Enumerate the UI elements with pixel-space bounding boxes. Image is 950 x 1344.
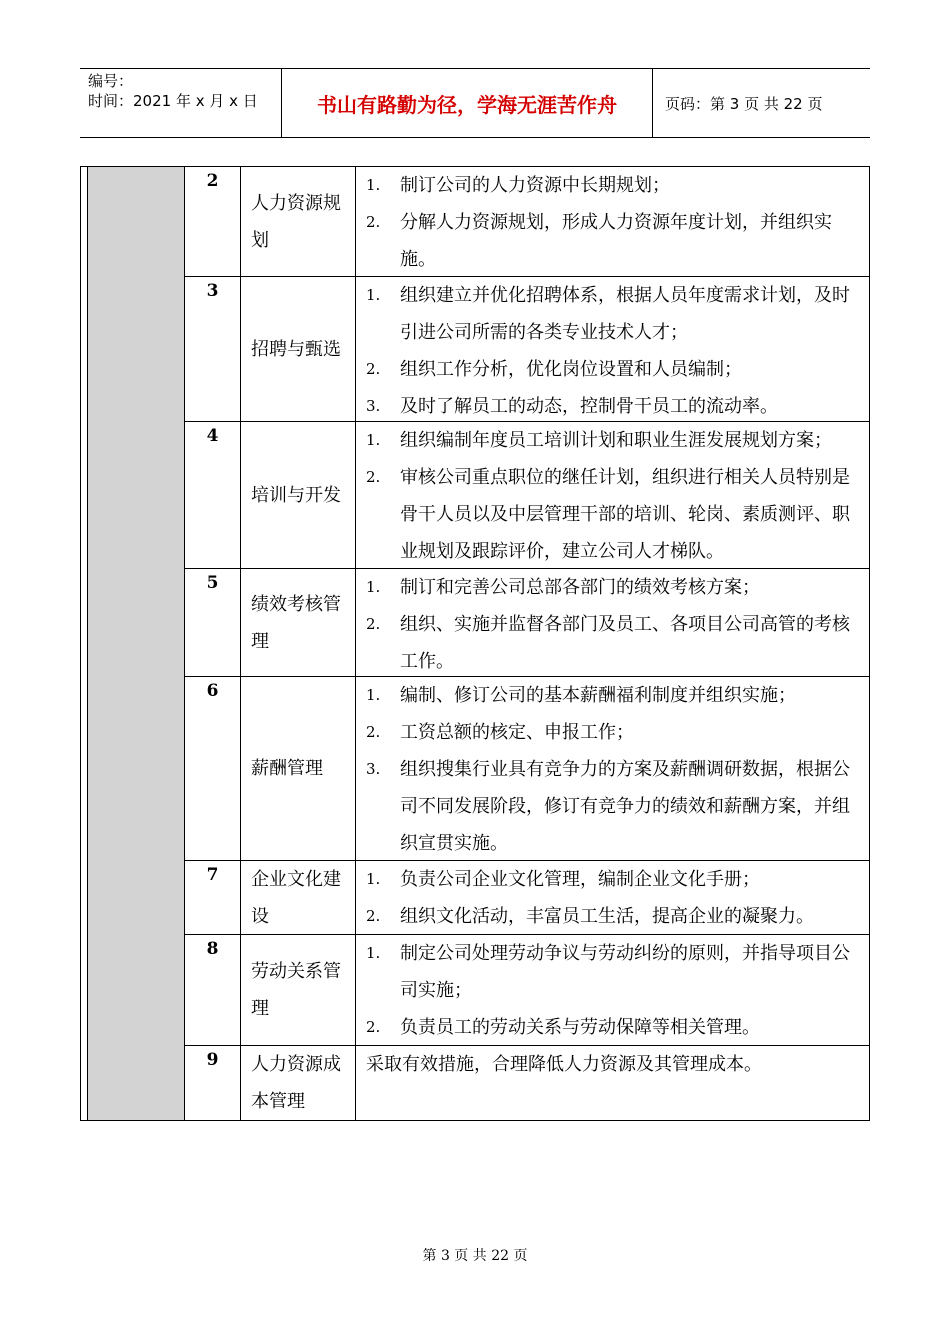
list-item — [366, 1009, 864, 1046]
list-item — [366, 459, 864, 570]
page-footer: 第 3 页 共 22 页 — [422, 1248, 528, 1264]
list-item-number: 1. — [366, 686, 381, 704]
list-item-number: 2. — [366, 213, 381, 231]
row-description — [356, 277, 870, 421]
list-item — [366, 677, 864, 714]
table-row — [185, 1046, 870, 1120]
list-item-number: 2. — [366, 615, 381, 633]
list-item-text: 制定公司处理劳动争议与劳动纠纷的原则，并指导项目公司实施； — [400, 943, 850, 1001]
row-category — [241, 1046, 356, 1120]
row-number: 7 — [185, 861, 241, 934]
row-category — [241, 422, 356, 568]
list-item — [366, 861, 864, 898]
list-item-number: 3. — [366, 397, 381, 415]
row-category — [241, 861, 356, 934]
row-category — [241, 277, 356, 421]
row-number: 9 — [185, 1046, 241, 1120]
row-category-label: 招聘与甄选 — [251, 338, 341, 360]
row-description — [356, 569, 870, 676]
table-left-band — [87, 167, 185, 1120]
row-category — [241, 167, 356, 276]
header-page-info: 页码：第 3 页 共 22 页 — [665, 94, 823, 113]
table-row — [185, 861, 870, 935]
row-number: 8 — [185, 935, 241, 1045]
table-row — [185, 677, 870, 861]
date-label: 时间：2021 年 x 月 x 日 — [88, 92, 258, 110]
list-item-text: 负责员工的劳动关系与劳动保障等相关管理。 — [400, 1017, 760, 1038]
row-number: 3 — [185, 277, 241, 421]
row-category-label: 人力资源成本管理 — [251, 1054, 341, 1112]
list-item-number: 1. — [366, 286, 381, 304]
list-item-text: 及时了解员工的动态，控制骨干员工的流动率。 — [400, 396, 778, 417]
row-category-label: 培训与开发 — [251, 484, 341, 506]
list-item — [366, 351, 864, 388]
list-item-text: 审核公司重点职位的继任计划，组织进行相关人员特别是骨干人员以及中层管理干部的培训、轮岗、素质测评、职业规划及跟踪评价，建立公司人才梯队。 — [400, 467, 850, 562]
row-description — [356, 1046, 870, 1120]
list-item-text: 制订和完善公司总部各部门的绩效考核方案； — [400, 577, 760, 598]
page-header — [80, 68, 870, 138]
row-category-label: 人力资源规划 — [251, 192, 341, 251]
list-item — [366, 204, 864, 278]
list-item — [366, 751, 864, 862]
row-category — [241, 677, 356, 860]
list-item-text: 组织编制年度员工培训计划和职业生涯发展规划方案； — [400, 430, 832, 451]
row-category-label: 劳动关系管理 — [251, 961, 341, 1019]
list-item-number: 2. — [366, 360, 381, 378]
list-item-number: 1. — [366, 431, 381, 449]
list-item-text: 编制、修订公司的基本薪酬福利制度并组织实施； — [400, 685, 796, 706]
list-item — [366, 167, 864, 204]
header-motto: 书山有路勤为径，学海无涯苦作舟 — [282, 69, 653, 137]
list-item-text: 组织工作分析，优化岗位设置和人员编制； — [400, 359, 742, 380]
row-category — [241, 935, 356, 1045]
row-description — [356, 167, 870, 276]
list-item — [366, 714, 864, 751]
row-number: 2 — [185, 167, 241, 276]
row-description — [356, 422, 870, 568]
list-item-text: 工资总额的核定、申报工作； — [400, 722, 634, 743]
list-item-number: 3. — [366, 760, 381, 778]
table-row — [185, 422, 870, 569]
table-row — [185, 935, 870, 1046]
list-item-number: 1. — [366, 176, 381, 194]
list-item-number: 2. — [366, 1018, 381, 1036]
duty-table — [80, 166, 870, 1121]
row-category-label: 薪酬管理 — [251, 758, 323, 779]
list-item-number: 2. — [366, 907, 381, 925]
row-number: 4 — [185, 422, 241, 568]
list-item — [366, 606, 864, 680]
list-item — [366, 935, 864, 1009]
list-item — [366, 388, 864, 425]
list-item-text: 分解人力资源规划，形成人力资源年度计划，并组织实施。 — [400, 212, 832, 270]
list-item-number: 2. — [366, 468, 381, 486]
row-description — [356, 861, 870, 934]
list-item-text: 组织、实施并监督各部门及员工、各项目公司高管的考核工作。 — [400, 614, 850, 672]
list-item-number: 2. — [366, 723, 381, 741]
row-category — [241, 569, 356, 676]
row-category-label: 绩效考核管理 — [251, 593, 341, 652]
list-item — [366, 898, 864, 935]
list-item-number: 1. — [366, 944, 381, 962]
row-category-label: 企业文化建设 — [251, 868, 341, 927]
row-number: 6 — [185, 677, 241, 860]
row-text: 采取有效措施，合理降低人力资源及其管理成本。 — [366, 1054, 762, 1075]
list-item-number: 1. — [366, 578, 381, 596]
header-meta — [80, 69, 282, 137]
list-item — [366, 569, 864, 606]
list-item-text: 组织文化活动，丰富员工生活，提高企业的凝聚力。 — [400, 906, 814, 927]
list-item-number: 1. — [366, 870, 381, 888]
list-item-text: 制订公司的人力资源中长期规划； — [400, 175, 670, 196]
list-item — [366, 277, 864, 351]
row-number: 5 — [185, 569, 241, 676]
number-label: 编号： — [88, 72, 134, 90]
table-row — [185, 569, 870, 677]
list-item-text: 负责公司企业文化管理，编制企业文化手册； — [400, 869, 760, 890]
table-row — [185, 277, 870, 422]
row-description — [356, 677, 870, 860]
row-description — [356, 935, 870, 1045]
list-item — [366, 422, 864, 459]
list-item-text: 组织建立并优化招聘体系，根据人员年度需求计划，及时引进公司所需的各类专业技术人才； — [400, 285, 850, 343]
list-item-text: 组织搜集行业具有竞争力的方案及薪酬调研数据，根据公司不同发展阶段，修订有竞争力的绩效和薪酬方案，并组织宣贯实施。 — [400, 759, 850, 854]
table-row — [185, 167, 870, 277]
